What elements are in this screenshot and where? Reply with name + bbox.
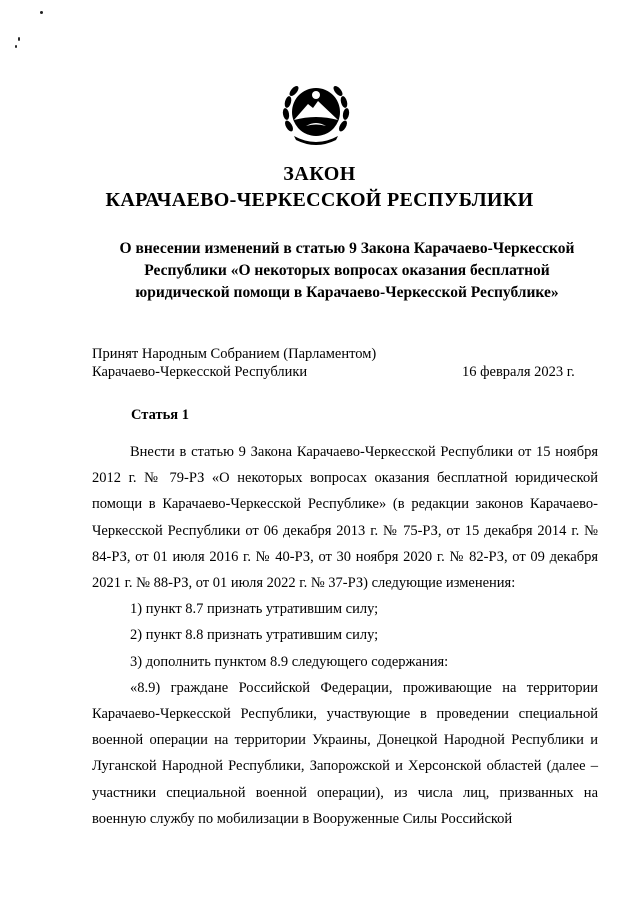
document-subject: О внесении изменений в статью 9 Закона Карачаево-Черкесской Республики «О некоторых вопросах оказания бесплатной юридической помощи в Карачаево-Черкесской Республике» [119, 240, 575, 301]
scan-speck [18, 37, 20, 41]
scan-speck [15, 45, 17, 48]
quote-paragraph: «8.9) граждане Российской Федерации, проживающие на территории Карачаево-Черкесской Республики, участвующие в проведении специальной военной операции на территории Украины, Донецкой Народной Республики и Луганской Народной Республики, Запорожской и Херсонской областей (далее – участники специальной военной операции), из числа лиц, призванных на военную службу по мобилизации в Вооруженные Силы Российской [92, 679, 598, 827]
adopted-line-1: Принят Народным Собранием (Парламентом) [92, 346, 377, 362]
intro-paragraph: Внести в статью 9 Закона Карачаево-Черкесской Республики от 15 ноября 2012 г. № 79-РЗ «О некоторых вопросах оказания бесплатной юридической помощи в Карачаево-Черкесской Республике» (в редакции законов Карачаево-Черкесской Республики от 06 декабря 2013 г. № 75-РЗ, от 15 декабря 2014 г. № 84-РЗ, от 01 июля 2016 г. № 40-РЗ, от 30 ноября 2020 г. № 82-РЗ, от 09 декабря 2021 г. № 88-РЗ, от 01 июля 2022 г. № 37-РЗ) следующие изменения: [92, 444, 598, 592]
list-item: 3) дополнить пунктом 8.9 следующего содержания: [130, 653, 449, 670]
document-issuer: КАРАЧАЕВО-ЧЕРКЕССКОЙ РЕСПУБЛИКИ [105, 189, 534, 211]
adopted-line-2: Карачаево-Черкесской Республики [92, 364, 308, 380]
article-body [92, 439, 598, 832]
scan-speck [40, 11, 43, 14]
document-title: ЗАКОН [283, 163, 356, 185]
article-heading: Статья 1 [131, 407, 189, 423]
coat-of-arms-icon [280, 76, 352, 148]
list-item: 2) пункт 8.8 признать утратившим силу; [130, 627, 379, 644]
adoption-date: 16 февраля 2023 г. [462, 364, 575, 380]
list-item: 1) пункт 8.7 признать утратившим силу; [130, 601, 379, 618]
